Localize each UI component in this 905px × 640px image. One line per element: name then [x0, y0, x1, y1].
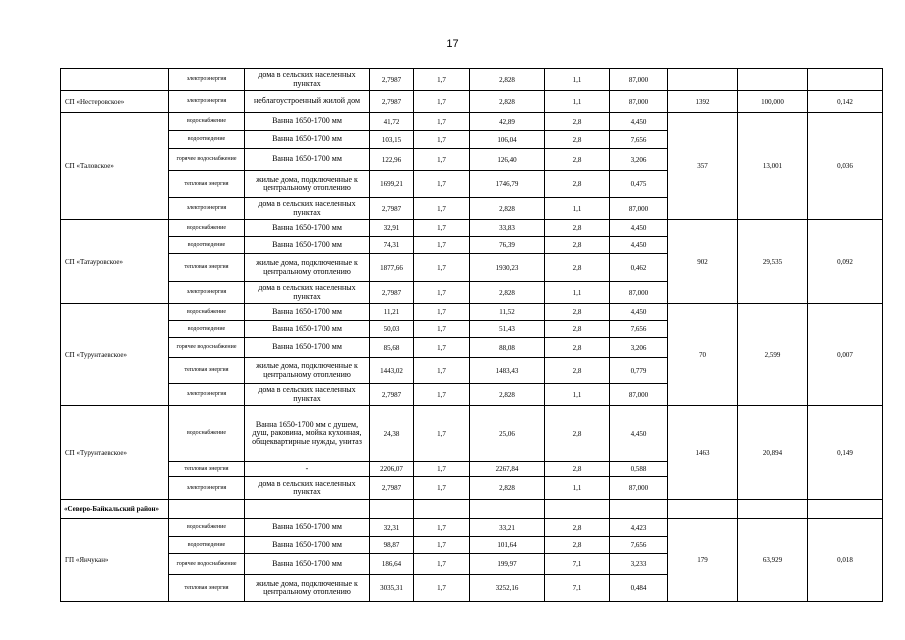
- value-cell: 42,89: [470, 113, 545, 131]
- value-cell: 41,72: [370, 113, 414, 131]
- value-cell: 2267,84: [470, 462, 545, 477]
- value-cell: 2,7987: [370, 477, 414, 500]
- value-cell: 2,828: [470, 91, 545, 113]
- value-cell: 1699,21: [370, 171, 414, 198]
- value-cell: 1483,43: [470, 358, 545, 384]
- value-cell: 2,8: [545, 131, 610, 149]
- value-cell: 2,8: [545, 358, 610, 384]
- group-cell: 20,894: [738, 406, 808, 500]
- value-cell: 1,1: [545, 384, 610, 406]
- resource-cell: водоотведение: [169, 131, 245, 149]
- value-cell: 33,21: [470, 519, 545, 537]
- value-cell: 186,64: [370, 554, 414, 575]
- resource-cell: водоснабжение: [169, 406, 245, 462]
- resource-cell: водоснабжение: [169, 113, 245, 131]
- description-cell: Ванна 1650-1700 мм: [245, 237, 370, 254]
- district-cell: «Северо-Байкальский район»: [61, 500, 169, 519]
- value-cell: 7,1: [545, 554, 610, 575]
- value-cell: 1,7: [414, 575, 470, 602]
- value-cell: 3035,31: [370, 575, 414, 602]
- value-cell: 1,7: [414, 554, 470, 575]
- resource-cell: водоотведение: [169, 237, 245, 254]
- group-cell: [808, 69, 883, 91]
- value-cell: 3,206: [610, 338, 668, 358]
- value-cell: 122,96: [370, 149, 414, 171]
- value-cell: 2,8: [545, 537, 610, 554]
- resource-cell: электроэнергия: [169, 384, 245, 406]
- settlement-cell: СП «Таловское»: [61, 113, 169, 220]
- resource-cell: тепловая энергия: [169, 171, 245, 198]
- value-cell: 0,475: [610, 171, 668, 198]
- resource-cell: электроэнергия: [169, 477, 245, 500]
- resource-cell: горячее водоснабжение: [169, 149, 245, 171]
- value-cell: 85,68: [370, 338, 414, 358]
- empty-cell: [738, 500, 808, 519]
- value-cell: 1,1: [545, 69, 610, 91]
- group-cell: [668, 69, 738, 91]
- resource-cell: водоснабжение: [169, 304, 245, 321]
- description-cell: дома в сельских населенных пунктах: [245, 477, 370, 500]
- description-cell: Ванна 1650-1700 мм: [245, 131, 370, 149]
- value-cell: 1,7: [414, 358, 470, 384]
- value-cell: 33,83: [470, 220, 545, 237]
- table-row: [61, 91, 883, 113]
- description-cell: Ванна 1650-1700 мм: [245, 519, 370, 537]
- value-cell: 1,7: [414, 91, 470, 113]
- value-cell: 1,7: [414, 237, 470, 254]
- value-cell: 7,656: [610, 537, 668, 554]
- description-cell: Ванна 1650-1700 мм: [245, 338, 370, 358]
- value-cell: 1,7: [414, 149, 470, 171]
- group-cell: 2,599: [738, 304, 808, 406]
- value-cell: 7,1: [545, 575, 610, 602]
- group-cell: 0,149: [808, 406, 883, 500]
- group-cell: 902: [668, 220, 738, 304]
- value-cell: 1930,23: [470, 254, 545, 282]
- value-cell: 3252,16: [470, 575, 545, 602]
- value-cell: 98,87: [370, 537, 414, 554]
- empty-cell: [668, 500, 738, 519]
- value-cell: 1,7: [414, 171, 470, 198]
- value-cell: 87,000: [610, 384, 668, 406]
- value-cell: 1,7: [414, 198, 470, 220]
- value-cell: 1,7: [414, 254, 470, 282]
- resource-cell: электроэнергия: [169, 282, 245, 304]
- value-cell: 1,1: [545, 282, 610, 304]
- value-cell: 1,7: [414, 406, 470, 462]
- value-cell: 1,7: [414, 519, 470, 537]
- description-cell: жилые дома, подключенные к центральному отоплению: [245, 254, 370, 282]
- value-cell: 1443,02: [370, 358, 414, 384]
- description-cell: дома в сельских населенных пунктах: [245, 69, 370, 91]
- empty-cell: [245, 500, 370, 519]
- table-row: [61, 519, 883, 537]
- value-cell: 51,43: [470, 321, 545, 338]
- value-cell: 199,97: [470, 554, 545, 575]
- value-cell: 24,38: [370, 406, 414, 462]
- empty-cell: [545, 500, 610, 519]
- value-cell: 76,39: [470, 237, 545, 254]
- group-cell: 1392: [668, 91, 738, 113]
- value-cell: 88,08: [470, 338, 545, 358]
- value-cell: 2,828: [470, 384, 545, 406]
- table-row: [61, 406, 883, 462]
- group-cell: 0,018: [808, 519, 883, 602]
- value-cell: 1,7: [414, 537, 470, 554]
- description-cell: жилые дома, подключенные к центральному отоплению: [245, 575, 370, 602]
- value-cell: 1,7: [414, 220, 470, 237]
- value-cell: 4,450: [610, 406, 668, 462]
- value-cell: 3,233: [610, 554, 668, 575]
- description-cell: Ванна 1650-1700 мм: [245, 537, 370, 554]
- empty-cell: [414, 500, 470, 519]
- value-cell: 2,8: [545, 462, 610, 477]
- value-cell: 25,06: [470, 406, 545, 462]
- value-cell: 0,484: [610, 575, 668, 602]
- value-cell: 87,000: [610, 477, 668, 500]
- value-cell: 1,7: [414, 321, 470, 338]
- value-cell: 4,450: [610, 220, 668, 237]
- value-cell: 4,423: [610, 519, 668, 537]
- value-cell: 2,8: [545, 338, 610, 358]
- description-cell: -: [245, 462, 370, 477]
- value-cell: 2,7987: [370, 384, 414, 406]
- empty-cell: [370, 500, 414, 519]
- resource-cell: электроэнергия: [169, 198, 245, 220]
- group-cell: 0,036: [808, 113, 883, 220]
- value-cell: 0,462: [610, 254, 668, 282]
- settlement-cell: СП «Нестеровское»: [61, 91, 169, 113]
- table-row: [61, 220, 883, 237]
- value-cell: 1,7: [414, 384, 470, 406]
- resource-cell: электроэнергия: [169, 91, 245, 113]
- value-cell: 1,7: [414, 477, 470, 500]
- value-cell: 0,779: [610, 358, 668, 384]
- group-cell: [738, 69, 808, 91]
- empty-cell: [610, 500, 668, 519]
- resource-cell: электроэнергия: [169, 69, 245, 91]
- description-cell: неблагоустроенный жилой дом: [245, 91, 370, 113]
- group-cell: 0,142: [808, 91, 883, 113]
- value-cell: 2,828: [470, 477, 545, 500]
- settlement-cell: СП «Татауровское»: [61, 220, 169, 304]
- group-cell: 179: [668, 519, 738, 602]
- table-row: [61, 500, 883, 519]
- description-cell: дома в сельских населенных пунктах: [245, 384, 370, 406]
- description-cell: Ванна 1650-1700 мм: [245, 304, 370, 321]
- resource-cell: водоотведение: [169, 537, 245, 554]
- value-cell: 103,15: [370, 131, 414, 149]
- value-cell: 2,8: [545, 519, 610, 537]
- description-cell: жилые дома, подключенные к центральному отоплению: [245, 358, 370, 384]
- value-cell: 3,206: [610, 149, 668, 171]
- settlement-cell: СП «Турунтаевское»: [61, 406, 169, 500]
- value-cell: 1746,79: [470, 171, 545, 198]
- settlement-cell: [61, 69, 169, 91]
- value-cell: 2,8: [545, 113, 610, 131]
- value-cell: 2,8: [545, 254, 610, 282]
- settlement-cell: СП «Турунтаевское»: [61, 304, 169, 406]
- group-cell: 63,929: [738, 519, 808, 602]
- group-cell: 100,000: [738, 91, 808, 113]
- group-cell: 29,535: [738, 220, 808, 304]
- description-cell: дома в сельских населенных пунктах: [245, 282, 370, 304]
- resource-cell: горячее водоснабжение: [169, 338, 245, 358]
- description-cell: Ванна 1650-1700 мм с душем, душ, раковина, мойка кухонная, общеквартирные нужды, унитаз: [245, 406, 370, 462]
- table-row: [61, 69, 883, 91]
- value-cell: 1,7: [414, 131, 470, 149]
- value-cell: 2,7987: [370, 69, 414, 91]
- value-cell: 126,40: [470, 149, 545, 171]
- value-cell: 2,828: [470, 282, 545, 304]
- resource-cell: водоснабжение: [169, 519, 245, 537]
- value-cell: 1877,66: [370, 254, 414, 282]
- value-cell: 2,8: [545, 321, 610, 338]
- value-cell: 1,7: [414, 282, 470, 304]
- empty-cell: [169, 500, 245, 519]
- value-cell: 2,8: [545, 304, 610, 321]
- tariff-table: [60, 68, 883, 602]
- value-cell: 1,1: [545, 477, 610, 500]
- resource-cell: тепловая энергия: [169, 462, 245, 477]
- value-cell: 2,8: [545, 406, 610, 462]
- value-cell: 1,7: [414, 69, 470, 91]
- value-cell: 101,64: [470, 537, 545, 554]
- value-cell: 11,52: [470, 304, 545, 321]
- description-cell: Ванна 1650-1700 мм: [245, 321, 370, 338]
- group-cell: 70: [668, 304, 738, 406]
- description-cell: Ванна 1650-1700 мм: [245, 554, 370, 575]
- group-cell: 0,092: [808, 220, 883, 304]
- value-cell: 2,8: [545, 237, 610, 254]
- group-cell: 357: [668, 113, 738, 220]
- value-cell: 1,1: [545, 91, 610, 113]
- value-cell: 87,000: [610, 282, 668, 304]
- resource-cell: тепловая энергия: [169, 575, 245, 602]
- value-cell: 2206,07: [370, 462, 414, 477]
- description-cell: жилые дома, подключенные к центральному отоплению: [245, 171, 370, 198]
- group-cell: 0,007: [808, 304, 883, 406]
- value-cell: 32,31: [370, 519, 414, 537]
- value-cell: 1,7: [414, 304, 470, 321]
- value-cell: 7,656: [610, 131, 668, 149]
- description-cell: дома в сельских населенных пунктах: [245, 198, 370, 220]
- value-cell: 2,8: [545, 171, 610, 198]
- value-cell: 2,7987: [370, 282, 414, 304]
- value-cell: 87,000: [610, 91, 668, 113]
- resource-cell: водоотведение: [169, 321, 245, 338]
- resource-cell: тепловая энергия: [169, 358, 245, 384]
- resource-cell: горячее водоснабжение: [169, 554, 245, 575]
- empty-cell: [470, 500, 545, 519]
- value-cell: 1,7: [414, 113, 470, 131]
- resource-cell: тепловая энергия: [169, 254, 245, 282]
- settlement-cell: ГП «Янчукан»: [61, 519, 169, 602]
- table-row: [61, 113, 883, 131]
- value-cell: 4,450: [610, 304, 668, 321]
- page-number: 17: [446, 38, 459, 50]
- value-cell: 1,1: [545, 198, 610, 220]
- value-cell: 2,828: [470, 198, 545, 220]
- value-cell: 32,91: [370, 220, 414, 237]
- value-cell: 2,8: [545, 220, 610, 237]
- group-cell: 13,001: [738, 113, 808, 220]
- value-cell: 1,7: [414, 338, 470, 358]
- empty-cell: [808, 500, 883, 519]
- value-cell: 1,7: [414, 462, 470, 477]
- table-row: [61, 304, 883, 321]
- description-cell: Ванна 1650-1700 мм: [245, 113, 370, 131]
- value-cell: 0,588: [610, 462, 668, 477]
- value-cell: 11,21: [370, 304, 414, 321]
- value-cell: 2,7987: [370, 91, 414, 113]
- value-cell: 4,450: [610, 237, 668, 254]
- group-cell: 1463: [668, 406, 738, 500]
- description-cell: Ванна 1650-1700 мм: [245, 149, 370, 171]
- value-cell: 74,31: [370, 237, 414, 254]
- description-cell: Ванна 1650-1700 мм: [245, 220, 370, 237]
- value-cell: 4,450: [610, 113, 668, 131]
- value-cell: 2,7987: [370, 198, 414, 220]
- value-cell: 7,656: [610, 321, 668, 338]
- value-cell: 50,03: [370, 321, 414, 338]
- resource-cell: водоснабжение: [169, 220, 245, 237]
- value-cell: 106,04: [470, 131, 545, 149]
- value-cell: 2,8: [545, 149, 610, 171]
- value-cell: 87,000: [610, 69, 668, 91]
- value-cell: 2,828: [470, 69, 545, 91]
- value-cell: 87,000: [610, 198, 668, 220]
